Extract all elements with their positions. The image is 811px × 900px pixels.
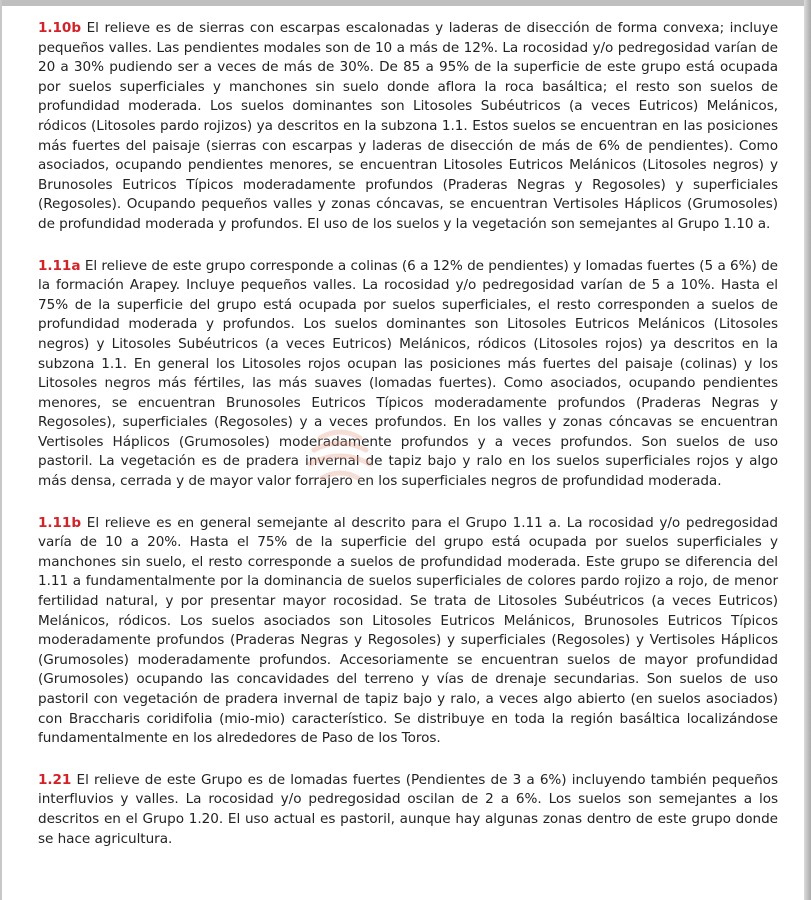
- paragraph-text: El relieve de este Grupo es de lomadas fuertes (Pendientes de 3 a 6%) incluyendo también pequeños interfluvios y valles. La rocosidad y/o pedregosidad oscilan de 2 a 6%. Los suelos son semejantes a los descritos en el Grupo 1.20. El uso actual es pastoril, aunque hay algunas zonas dentro de este grupo donde se hace agricultura.: [38, 771, 778, 847]
- paragraph-text: El relieve de este grupo corresponde a colinas (6 a 12% de pendientes) y lomadas fuertes (5 a 6%) de la formación Arapey. Incluye pequeños valles. La rocosidad y/o pedregosidad varían de 5 a 10%. Hasta el 75% de la superficie del grupo está ocupada por suelos superficiales, el resto corresponden a suelos de profundidad moderada y profundos. Los suelos dominantes son Litosoles Eutricos Melánicos (Litosoles negros) y Litosoles Subéutricos (a veces Eutricos) Melánicos, ródicos (Litosoles rojos) ya descritos en la subzona 1.1. En general los Litosoles rojos ocupan las posiciones más fuertes del paisaje (colinas) y los Litosoles negros más fértiles, las más suaves (lomadas fuertes). Como asociados, ocupando pendientes menores, se encuentran Brunosoles Eutricos Típicos moderadamente profundos (Praderas Negras y Regosoles), superficiales (Regosoles) y a veces profundos. En los valles y zonas cóncavas se encuentran Vertisoles Háplicos (Grumosoles) moderadamente profundos y a veces profundos. Son suelos de uso pastoril. La vegetación es de pradera invernal de tapiz bajo y ralo en los suelos superficiales rojos y algo más densa, cerrada y de mayor valor forrajero en los superficiales negros de profundidad moderada.: [38, 257, 778, 490]
- group-code: 1.21: [38, 771, 72, 788]
- document-page: [38, 19, 778, 871]
- paragraph-text: El relieve es en general semejante al descrito para el Grupo 1.11 a. La rocosidad y/o pedregosidad varía de 10 a 20%. Hasta el 75% de la superficie del grupo está ocupada por suelos superficiales y manchones sin suelo, el resto corresponde a suelos de profundidad moderada. Este grupo se diferencia del 1.11 a fundamentalmente por la dominancia de suelos superficiales de colores pardo rojizo a rojo, de menor fertilidad natural, y por presentar mayor rocosidad. Se trata de Litosoles Subéutricos (a veces Eutricos) Melánicos, ródicos. Los suelos asociados son Litosoles Eutricos Melánicos, Brunosoles Eutricos Típicos moderadamente profundos (Praderas Negras y Regosoles) y superficiales (Regosoles) y Vertisoles Háplicos (Grumosoles) moderadamente profundos. Accesoriamente se encuentran suelos de mayor profundidad (Grumosoles) ocupando las concavidades del terreno y vías de drenaje secundarias. Son suelos de uso pastoril con vegetación de pradera invernal de tapiz bajo y ralo, a veces algo abierto (en suelos asociados) con Braccharis coridifolia (mio-mio) característico. Se distribuye en toda la región basáltica localizándose fundamentalmente en los alrededores de Paso de los Toros.: [38, 514, 778, 747]
- right-scroll-edge: [804, 0, 811, 900]
- paragraph-1-21: [38, 771, 778, 849]
- paragraph-text: El relieve es de sierras con escarpas escalonadas y laderas de disección de forma convexa; incluye pequeños valles. Las pendientes modales son de 10 a más de 12%. La rocosidad y/o pedregosidad varían de 20 a 30% pudiendo ser a veces de más de 30%. De 85 a 95% de la superficie de este grupo está ocupada por suelos superficiales y manchones sin suelo donde aflora la roca basáltica; el resto son suelos de profundidad moderada. Los suelos dominantes son Litosoles Subéutricos (a veces Eutricos) Melánicos, ródicos (Litosoles pardo rojizos) ya descritos en la subzona 1.1. Estos suelos se encuentran en las posiciones más fuertes del paisaje (sierras con escarpas y laderas de disección de más de 6% de pendientes). Como asociados, ocupando pendientes menores, se encuentran Litosoles Eutricos Melánicos (Litosoles negros) y Brunosoles Eutricos Típicos moderadamente profundos (Praderas Negras y Regosoles) y superficiales (Regosoles). Ocupando pequeños valles y zonas cóncavas, se encuentran Vertisoles Háplicos (Grumosoles) de profundidad moderada y profundos. El uso de los suelos y la vegetación son semejantes al Grupo 1.10 a.: [38, 20, 779, 232]
- paragraph-1-10b: [38, 19, 778, 235]
- paragraph-1-11b: [38, 514, 778, 749]
- group-code: 1.11b: [38, 514, 82, 531]
- group-code: 1.10b: [38, 20, 82, 36]
- paragraph-1-11a: [38, 257, 778, 492]
- top-border: [0, 0, 811, 6]
- left-border: [0, 0, 2, 900]
- group-code: 1.11a: [38, 257, 81, 274]
